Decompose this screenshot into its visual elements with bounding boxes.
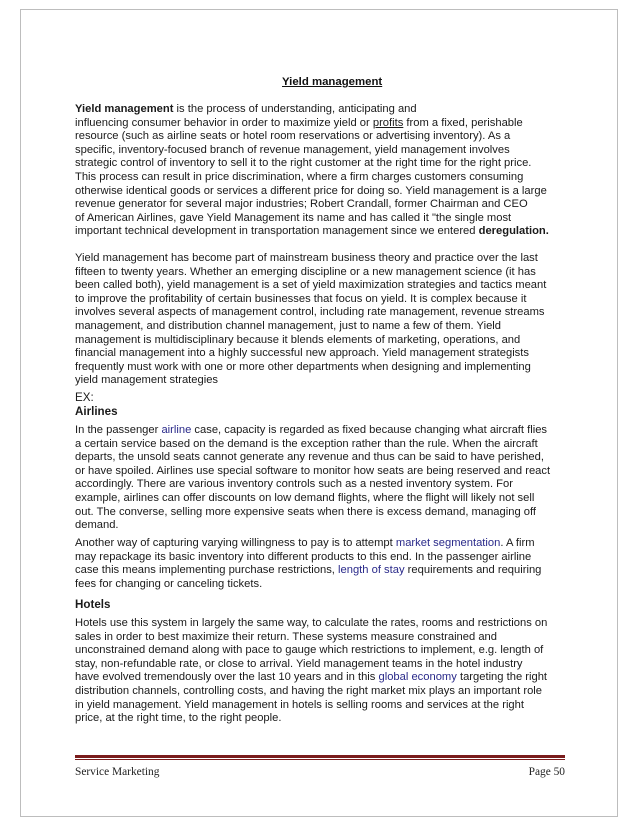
link-length-of-stay[interactable]: length of stay [338, 564, 405, 577]
link-profits[interactable]: profits [372, 116, 404, 129]
footer-rule-thick [75, 755, 565, 758]
term-yield-management: Yield management [75, 103, 174, 115]
paragraph-mainstream: Yield management has become part of mainstream business theory and practice over the last fifteen to twenty years. Whether an emerging discipline or a new management science (it has been called both), yield management is a set of yield maximization strategies and tactics meant to improve the profitability of certain businesses that focus on yield. It is complex because it involves several aspects of management control, including rate management, revenue streams management, and distribution channel management, just to name a few of them. Yield management is multidisciplinary because it blends elements of marketing, operations, and financial management into a highly successful new approach. Yield management strategists frequently must work with one or more other departments when designing and implementing yield management strategies [75, 252, 547, 387]
paragraph-definition: Yield management is the process of understanding, anticipating and influencing consumer behavior in order to maximize yield or profits from a fixed, perishable resource (such as airline seats or hotel room reservations or advertising inventory). As a specific, inventory-focused branch of revenue management, yield management involves strategic control of inventory to sell it to the right customer at the right time for the right price. This process can result in price discrimination, where a firm charges customers consuming otherwise identical goods or services a different price for doing so. Yield management is a large revenue generator for several major industries; Robert Crandall, former Chairman and CEO of American Airlines, gave Yield Management its name and has called it "the single most important technical development in transportation management since we entered deregulation. [75, 103, 549, 238]
link-global-economy[interactable]: global economy [378, 671, 457, 684]
heading-hotels: Hotels [75, 598, 111, 611]
paragraph-hotels: Hotels use this system in largely the same way, to calculate the rates, rooms and restrictions on sales in order to best maximize their return. These systems measure constrained and unconstrained demand along with pace to gauge which restrictions to implement, e.g. length of stay, non-refundable rate, or close to arrival. Yield management teams in the hotel industry have evolved tremendously over the last 10 years and in this global economy targeting the right distribution channels, controlling costs, and having the right market mix plays an important role in yield management. Yield management in hotels is selling rooms and services at the right price, at the right time, to the right people. [75, 617, 548, 725]
link-market-segmentation[interactable]: market segmentation [395, 537, 501, 549]
footer-rule-thin [75, 759, 565, 760]
paragraph-airlines: In the passenger airline case, capacity is regarded as fixed because changing what aircraft flies a certain service based on the demand is the exception rather than the rule. When the aircraft departs, the unsold seats cannot generate any revenue and thus can be said to have perished, or have spoiled. Airlines use special software to monitor how seats are being reserved and react accordingly. There are various inventory controls such as a nested inventory system. For example, airlines can offer discounts on low demand flights, where the flight will likely not sell out. The converse, selling more expensive seats when there is excess demand, managing off demand. [75, 424, 551, 532]
footer-left-text: Service Marketing [75, 766, 160, 778]
term-deregulation: deregulation. [478, 225, 549, 238]
page-title: Yield management [282, 76, 383, 88]
link-airline[interactable]: airline [161, 424, 192, 436]
example-label: EX: [75, 391, 94, 404]
paragraph-segmentation: Another way of capturing varying willingness to pay is to attempt market segmentation. A firm may repackage its basic inventory into different products to this end. In the passenger airline case this means implementing purchase restrictions, length of stay requirements and requiring fees for changing or canceling tickets. [75, 537, 542, 590]
heading-airlines: Airlines [75, 405, 118, 418]
footer-page-number: Page 50 [528, 766, 565, 778]
